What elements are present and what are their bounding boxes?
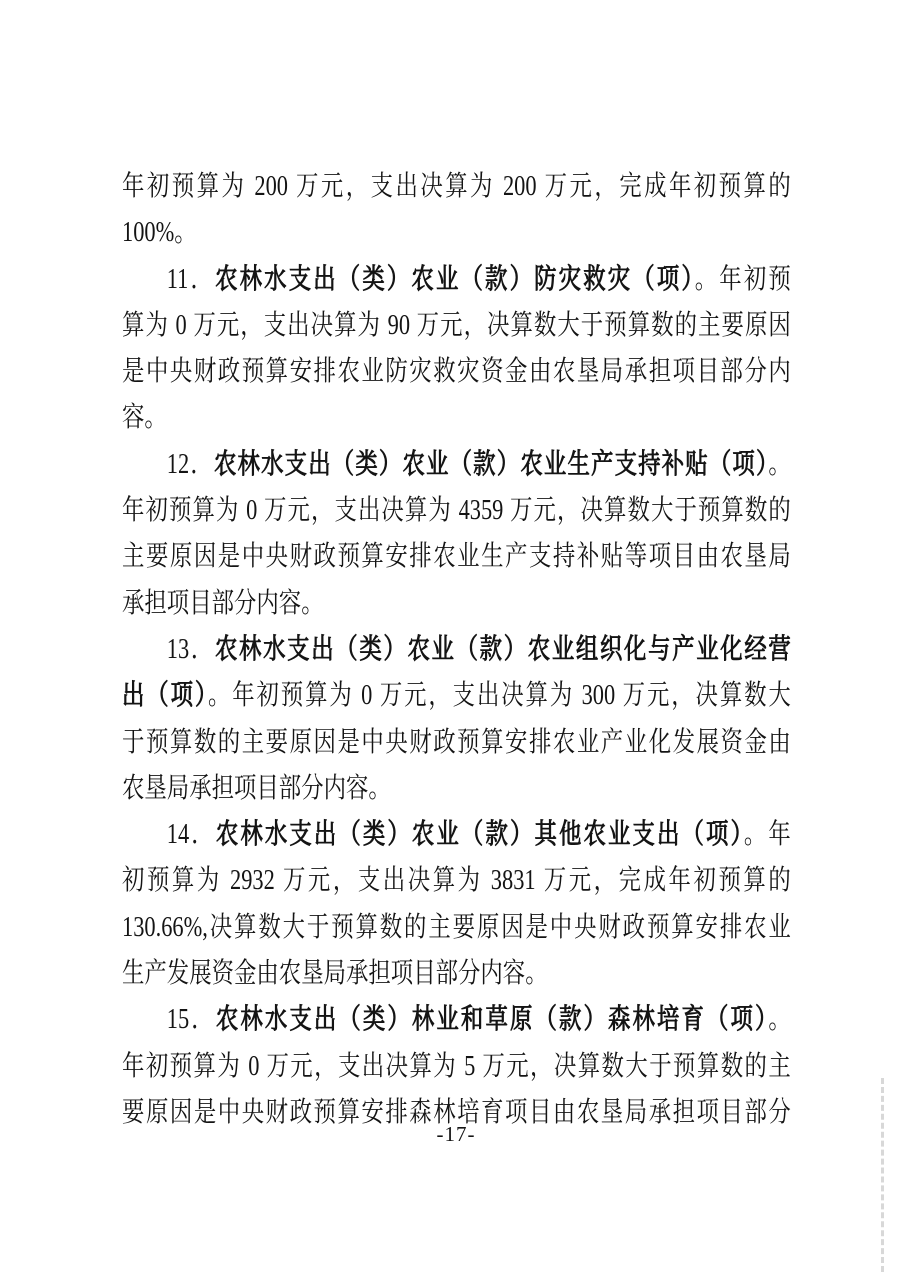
text-segment: 年初预算为 0 万元，支出决算为 4359 万元，决算数大于预算数的 [122, 495, 791, 527]
text-line [122, 1044, 791, 1090]
text-line [122, 534, 791, 580]
text-segment: 主要原因是中央财政预算安排农业生产支持补贴等项目由农垦局 [122, 541, 791, 573]
text-segment: 容。 [122, 402, 167, 434]
item-heading-segment: 出（项） [122, 680, 208, 712]
paragraph-item-12 [122, 442, 791, 627]
text-line [122, 673, 791, 719]
text-segment: 。年初预算为 0 万元，支出决算为 300 万元，决算数大 [207, 680, 791, 712]
text-segment: 130.66%,决算数大于预算数的主要原因是中央财政预算安排农业 [122, 911, 791, 943]
text-segment: 于预算数的主要原因是中央财政预算安排农业产业化发展资金由 [122, 726, 791, 758]
paragraph-item-11 [122, 257, 791, 442]
text-line [122, 812, 791, 858]
item-heading-segment: 农林水支出（类）农业（款）防灾救灾（项） [215, 263, 695, 295]
item-heading-segment: 农林水支出（类）农业（款）其他农业支出（项） [215, 819, 744, 851]
scan-artifact-dashed-line [881, 1078, 884, 1272]
paragraph-item-15 [122, 997, 791, 1136]
text-segment: 年初预算为 0 万元，支出决算为 5 万元，决算数大于预算数的主 [122, 1050, 791, 1082]
text-segment: 100%。 [122, 217, 197, 249]
text-line [122, 442, 791, 488]
text-segment: 。年 [743, 819, 791, 851]
text-line [122, 257, 791, 303]
text-segment: 算为 0 万元，支出决算为 90 万元，决算数大于预算数的主要原因 [122, 309, 791, 341]
text-segment: 14． [166, 819, 216, 851]
text-segment: 15． [166, 1004, 216, 1036]
item-heading-segment: 农林水支出（类）林业和草原（款）森林培育（项） [215, 1004, 769, 1036]
document-text-block [122, 164, 791, 1136]
text-segment: 12． [166, 448, 214, 480]
text-line [122, 164, 791, 210]
text-line [122, 905, 791, 951]
text-segment: 。 [768, 448, 791, 480]
text-line [122, 766, 791, 812]
page-number: -17- [436, 1122, 476, 1146]
text-line [122, 349, 791, 395]
text-line [122, 951, 791, 997]
text-line [122, 720, 791, 766]
text-segment: 11． [166, 263, 216, 295]
text-segment: 生产发展资金由农垦局承担项目部分内容。 [122, 958, 548, 990]
item-heading-segment: 农林水支出（类）农业（款）农业生产支持补贴（项） [213, 448, 769, 480]
text-segment: 年初预算为 200 万元，支出决算为 200 万元，完成年初预算的 [122, 171, 791, 202]
text-segment: 承担项目部分内容。 [122, 587, 324, 619]
paragraph-continuation [122, 164, 791, 257]
text-line [122, 627, 791, 673]
text-line [122, 395, 791, 441]
item-heading-segment: 农林水支出（类）农业（款）农业组织化与产业化经营 [214, 633, 791, 665]
text-segment: 初预算为 2932 万元，支出决算为 3831 万元，完成年初预算的 [122, 865, 791, 897]
text-segment: 13． [166, 633, 215, 665]
text-line [122, 581, 791, 627]
text-segment: 要原因是中央财政预算安排森林培育项目由农垦局承担项目部分 [122, 1096, 791, 1128]
text-segment: 。 [768, 1004, 791, 1036]
paragraph-item-14 [122, 812, 791, 997]
paragraph-item-13 [122, 627, 791, 812]
text-segment: 农垦局承担项目部分内容。 [122, 772, 391, 804]
text-segment: 。年初预 [694, 263, 791, 295]
text-line [122, 488, 791, 534]
text-line [122, 858, 791, 904]
text-line [122, 303, 791, 349]
text-line [122, 997, 791, 1043]
text-line [122, 210, 791, 256]
text-segment: 是中央财政预算安排农业防灾救灾资金由农垦局承担项目部分内 [122, 356, 791, 388]
